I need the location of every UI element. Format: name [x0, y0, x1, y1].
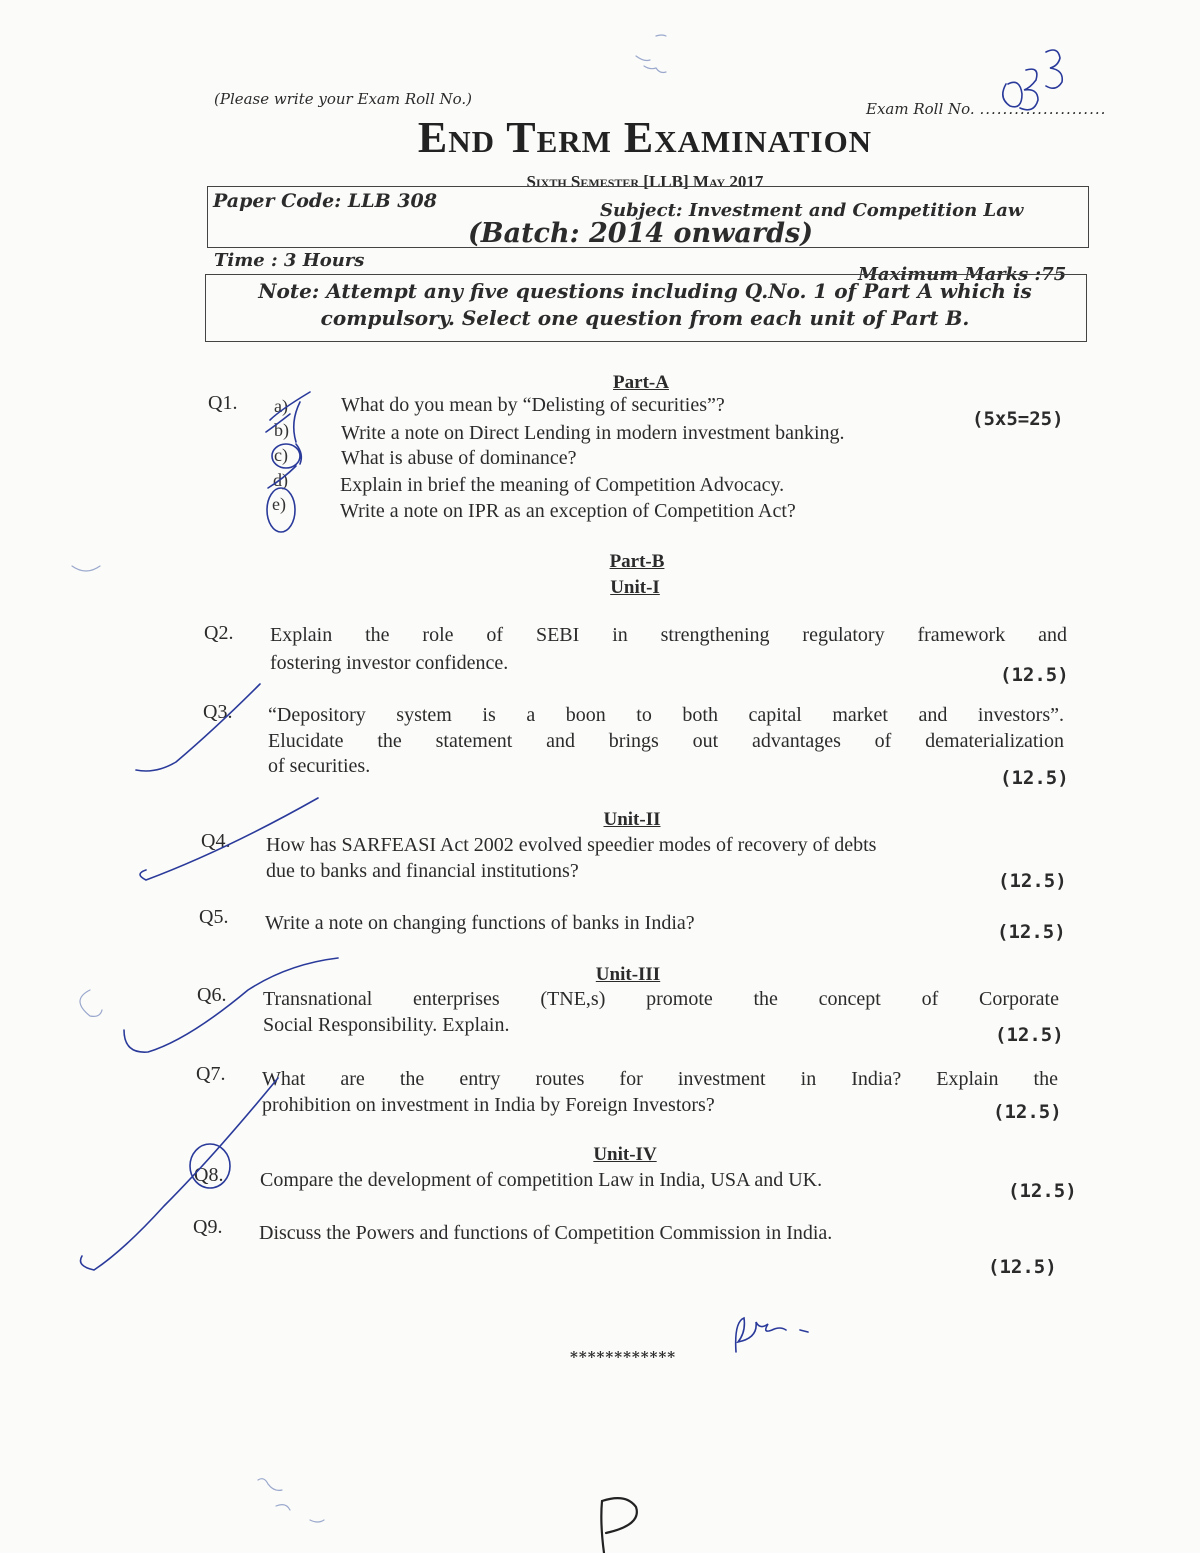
- q2-line-1: Explain the role of SEBI in strengthening regulatory framework and: [270, 624, 1067, 646]
- q6-line-2: Social Responsibility. Explain.: [263, 1014, 510, 1036]
- q1b-text: Write a note on Direct Lending in modern investment banking.: [341, 422, 845, 444]
- q4-number: Q4.: [201, 830, 231, 852]
- margin-arc-1: [72, 566, 100, 571]
- q1d-text: Explain in brief the meaning of Competition Advocacy.: [340, 474, 785, 496]
- subject: Subject: Investment and Competition Law: [600, 200, 1024, 221]
- q1d-letter: d): [273, 470, 288, 490]
- paper-code: Paper Code: LLB 308: [213, 190, 437, 212]
- q1b-letter: b): [274, 420, 289, 440]
- q3-number: Q3.: [203, 701, 233, 723]
- q7-number: Q7.: [196, 1063, 226, 1085]
- q8-line-1: Compare the development of competition Law in India, USA and UK.: [260, 1169, 823, 1191]
- q6-number: Q6.: [197, 984, 227, 1006]
- bottom-faint-writing: [258, 1479, 324, 1522]
- q9-marks: (12.5): [988, 1256, 1057, 1278]
- q1e-text: Write a note on IPR as an exception of Competition Act?: [340, 500, 796, 522]
- q4-line-2: due to banks and financial institutions?: [266, 860, 579, 882]
- note-line-2: compulsory. Select one question from each unit of Part B.: [320, 306, 970, 330]
- q7-line-2: prohibition on investment in India by Foreign Investors?: [262, 1094, 715, 1116]
- q5-marks: (12.5): [997, 921, 1066, 943]
- q3-line-2: Elucidate the statement and brings out advantages of dematerialization: [268, 730, 1064, 752]
- q6-line-1: Transnational enterprises (TNE,s) promote the concept of Corporate: [263, 988, 1059, 1010]
- q7-marks: (12.5): [993, 1101, 1062, 1123]
- maximum-marks: Maximum Marks :75: [858, 264, 1067, 285]
- q9-line-1: Discuss the Powers and functions of Competition Commission in India.: [259, 1222, 833, 1244]
- q1a-text: What do you mean by “Delisting of securities”?: [341, 394, 725, 416]
- q9-number: Q9.: [193, 1216, 223, 1238]
- q4-marks: (12.5): [998, 870, 1067, 892]
- unit-2-heading: Unit-II: [603, 809, 661, 830]
- q8-tick: [81, 1078, 279, 1270]
- q1-number: Q1.: [208, 392, 238, 414]
- roll-dots: ......................: [979, 100, 1107, 118]
- q1-bracket: [294, 402, 302, 464]
- q5-line-1: Write a note on changing functions of banks in India?: [265, 912, 695, 934]
- end-stars: ************: [570, 1348, 677, 1366]
- q3-line-3: of securities.: [268, 755, 371, 777]
- q3-tick: [136, 684, 260, 771]
- unit-4-heading: Unit-IV: [593, 1144, 657, 1165]
- q6-marks: (12.5): [995, 1024, 1064, 1046]
- q1a-letter: a): [274, 396, 288, 416]
- q7-line-1: What are the entry routes for investment in India? Explain the: [262, 1068, 1058, 1090]
- batch: (Batch: 2014 onwards): [468, 218, 814, 249]
- q4-line-1: How has SARFEASI Act 2002 evolved speedier modes of recovery of debts: [266, 834, 877, 856]
- roll-label: Exam Roll No.: [866, 100, 975, 118]
- time-allowed: Time : 3 Hours: [214, 250, 365, 271]
- large-p-mark: [601, 1498, 637, 1553]
- q1-marks: (5x5=25): [972, 408, 1064, 430]
- q2-line-2: fostering investor confidence.: [270, 652, 509, 674]
- margin-arc-2: [80, 990, 102, 1016]
- part-a-heading: Part-A: [613, 372, 669, 393]
- q5-number: Q5.: [199, 906, 229, 928]
- q8-number: Q8.: [194, 1164, 224, 1186]
- part-b-heading: Part-B: [609, 551, 665, 572]
- q1c-text: What is abuse of dominance?: [341, 447, 577, 469]
- note-line-1: Note: Attempt any five questions including Q.No. 1 of Part A which is: [258, 279, 1032, 303]
- unit-3-heading: Unit-III: [595, 964, 661, 985]
- unit-1-heading: Unit-I: [610, 577, 660, 598]
- q2-number: Q2.: [204, 622, 234, 644]
- top-scribble: [636, 35, 666, 73]
- semester-line: Sixth Semester [LLB] May 2017: [526, 172, 764, 191]
- q8-marks: (12.5): [1008, 1180, 1077, 1202]
- q2-marks: (12.5): [1000, 664, 1069, 686]
- q1e-letter: e): [272, 494, 286, 514]
- roll-instruction: (Please write your Exam Roll No.): [214, 90, 473, 108]
- q1c-letter: c): [274, 445, 288, 465]
- q3-marks: (12.5): [1000, 767, 1069, 789]
- q3-line-1: “Depository system is a boon to both capital market and investors”.: [268, 704, 1064, 726]
- exam-title: End Term Examination: [417, 113, 873, 162]
- signature: [736, 1318, 808, 1352]
- instructions-note: [215, 278, 1075, 332]
